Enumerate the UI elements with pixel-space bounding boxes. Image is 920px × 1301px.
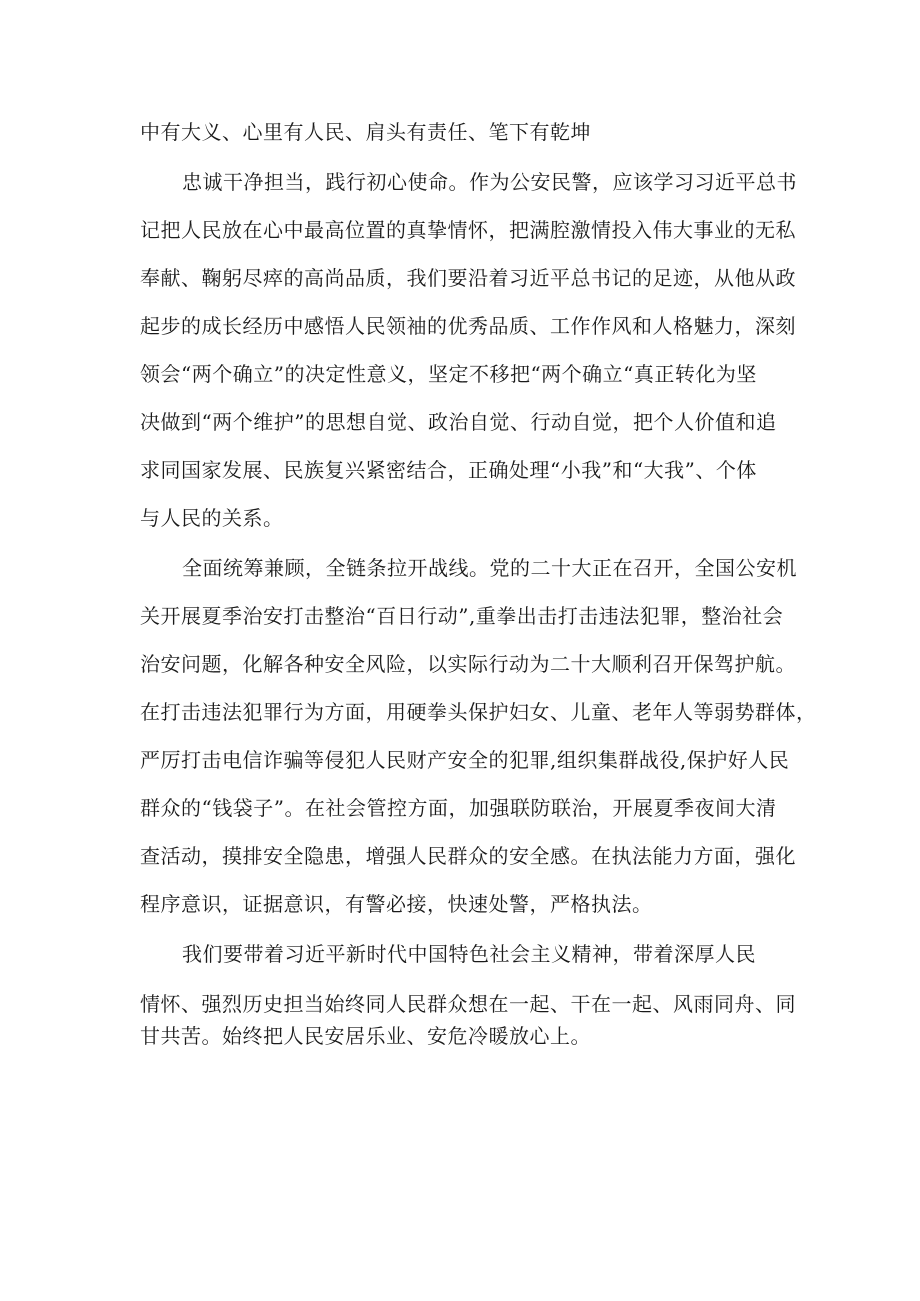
text-line-5: 起步的成长经历中感悟人民领袖的优秀品质、工作作风和人格魅力，深刻 xyxy=(140,314,796,338)
text-line-19: 情怀、强烈历史担当始终同人民群众想在一起、干在一起、风雨同舟、同 xyxy=(140,992,796,1016)
text-line-17: 程序意识，证据意识，有警必接，快速处警，严格执法。 xyxy=(140,892,653,916)
text-line-11: 关开展夏季治安打击整治“百日行动”,重拳出击打击违法犯罪，整治社会 xyxy=(140,604,784,628)
text-line-15: 群众的“钱袋子”。在社会管控方面，加强联防联治，开展夏季夜间大清 xyxy=(140,796,777,820)
text-line-4: 奉献、鞠躬尽瘁的高尚品质，我们要沿着习近平总书记的足迹，从他从政 xyxy=(140,266,796,290)
text-line-7: 决做到“两个维护”的思想自觉、政治自觉、行动自觉，把个人价值和追 xyxy=(140,410,777,434)
text-line-12: 治安问题，化解各种安全风险，以实际行动为二十大顺利召开保驾护航。 xyxy=(140,652,796,676)
text-line-2: 忠诚干净担当，践行初心使命。作为公安民警，应该学习习近平总书 xyxy=(182,170,797,194)
text-line-10: 全面统筹兼顾，全链条拉开战线。党的二十大正在召开，全国公安机 xyxy=(182,556,797,580)
text-line-9: 与人民的关系。 xyxy=(140,506,284,530)
text-line-13: 在打击违法犯罪行为方面，用硬拳头保护妇女、儿童、老年人等弱势群体， xyxy=(140,700,817,724)
text-line-1: 中有大义、心里有人民、肩头有责任、笔下有乾坤 xyxy=(140,120,591,144)
text-line-3: 记把人民放在心中最高位置的真挚情怀，把满腔激情投入伟大事业的无私 xyxy=(140,218,796,242)
text-line-8: 求同国家发展、民族复兴紧密结合，正确处理“小我”和“大我”、个体 xyxy=(140,458,757,482)
text-line-6: 领会“两个确立”的决定性意义，坚定不移把“两个确立“真正转化为坚 xyxy=(140,362,757,386)
text-line-18: 我们要带着习近平新时代中国特色社会主义精神，带着深厚人民 xyxy=(182,942,756,966)
text-line-14: 严厉打击电信诈骗等侵犯人民财产安全的犯罪,组织集群战役,保护好人民 xyxy=(140,748,790,772)
text-line-20: 甘共苦。始终把人民安居乐业、安危冷暖放心上。 xyxy=(140,1024,591,1048)
text-line-16: 查活动，摸排安全隐患，增强人民群众的安全感。在执法能力方面，强化 xyxy=(140,844,796,868)
